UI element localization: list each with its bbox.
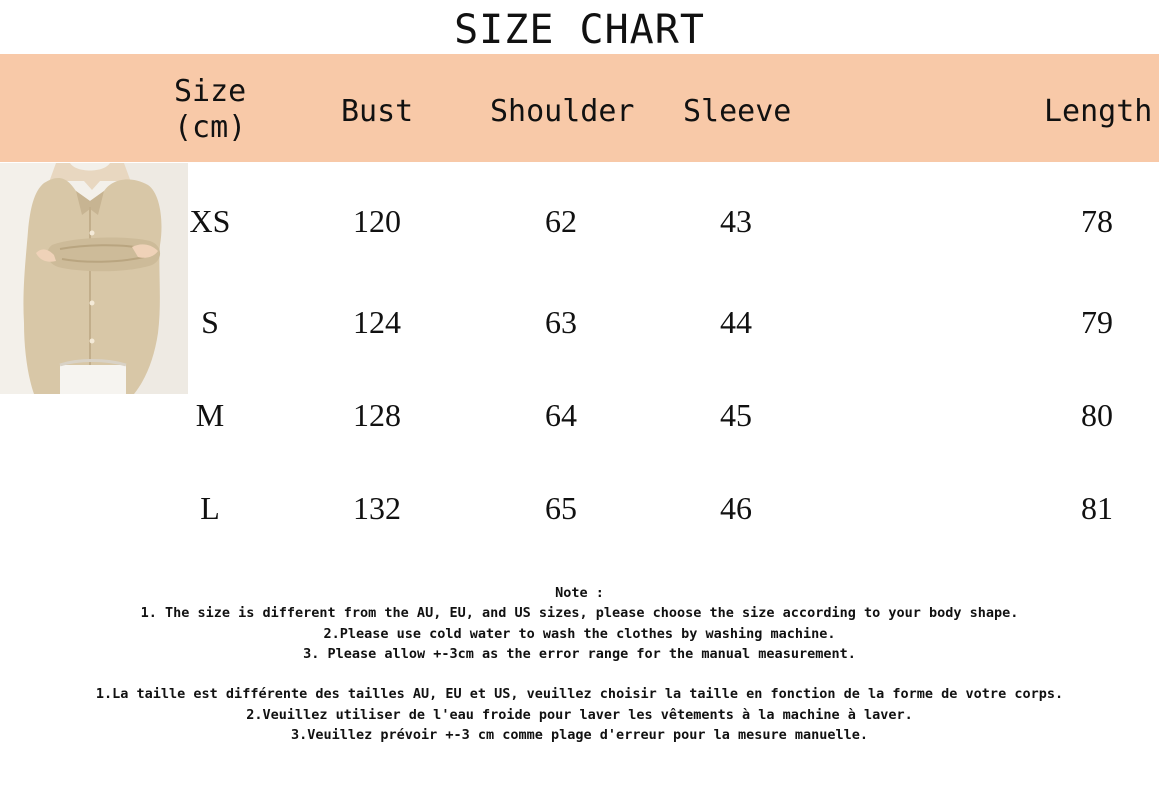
cell-bust-m: 128 — [353, 397, 401, 433]
cell-bust-xs: 120 — [353, 203, 401, 239]
notes-spacer — [0, 664, 1159, 684]
cell-size-m: M — [195, 397, 225, 433]
cell-length-l: 81 — [1081, 490, 1113, 526]
cell-length-m: 80 — [1081, 397, 1113, 433]
cell-size-s: S — [201, 304, 219, 340]
cell-size-l: L — [200, 490, 220, 526]
cell-sleeve-xs: 43 — [720, 203, 752, 239]
cell-length-xs: 78 — [1081, 203, 1113, 239]
note-en-3: 3. Please allow +-3cm as the error range for the manual measurement. — [303, 645, 856, 662]
page-title: SIZE CHART — [454, 7, 705, 53]
cell-length-s: 79 — [1081, 304, 1113, 340]
header-shoulder: Shoulder — [490, 94, 635, 129]
cell-sleeve-l: 46 — [720, 490, 752, 526]
cell-sleeve-m: 45 — [720, 397, 752, 433]
note-fr-1: 1.La taille est différente des tailles AU, EU et US, veuillez choisir la taille en fonction de la forme de votre corps. — [95, 686, 1064, 703]
shirt-icon — [0, 163, 188, 394]
notes-block — [0, 583, 1159, 745]
product-photo — [0, 163, 188, 394]
cell-shoulder-s: 63 — [545, 304, 577, 340]
cell-shoulder-m: 64 — [545, 397, 577, 433]
cell-bust-l: 132 — [353, 490, 401, 526]
cell-size-xs: XS — [189, 203, 231, 239]
notes-heading: Note : — [555, 585, 604, 601]
cell-bust-s: 124 — [353, 304, 401, 340]
note-fr-2: 2.Veuillez utiliser de l'eau froide pour laver les vêtements à la machine à laver. — [246, 706, 913, 723]
note-en-1: 1. The size is different from the AU, EU, and US sizes, please choose the size according to your body shape. — [140, 605, 1019, 622]
header-sleeve: Sleeve — [683, 94, 792, 129]
note-en-2: 2.Please use cold water to wash the clothes by washing machine. — [323, 625, 836, 642]
header-length: Length — [1044, 94, 1153, 129]
cell-shoulder-xs: 62 — [545, 203, 577, 239]
header-size: Size (cm) — [174, 74, 247, 145]
header-bust: Bust — [341, 94, 414, 129]
cell-sleeve-s: 44 — [720, 304, 752, 340]
note-fr-3: 3.Veuillez prévoir +-3 cm comme plage d'erreur pour la mesure manuelle. — [290, 727, 869, 744]
cell-shoulder-l: 65 — [545, 490, 577, 526]
